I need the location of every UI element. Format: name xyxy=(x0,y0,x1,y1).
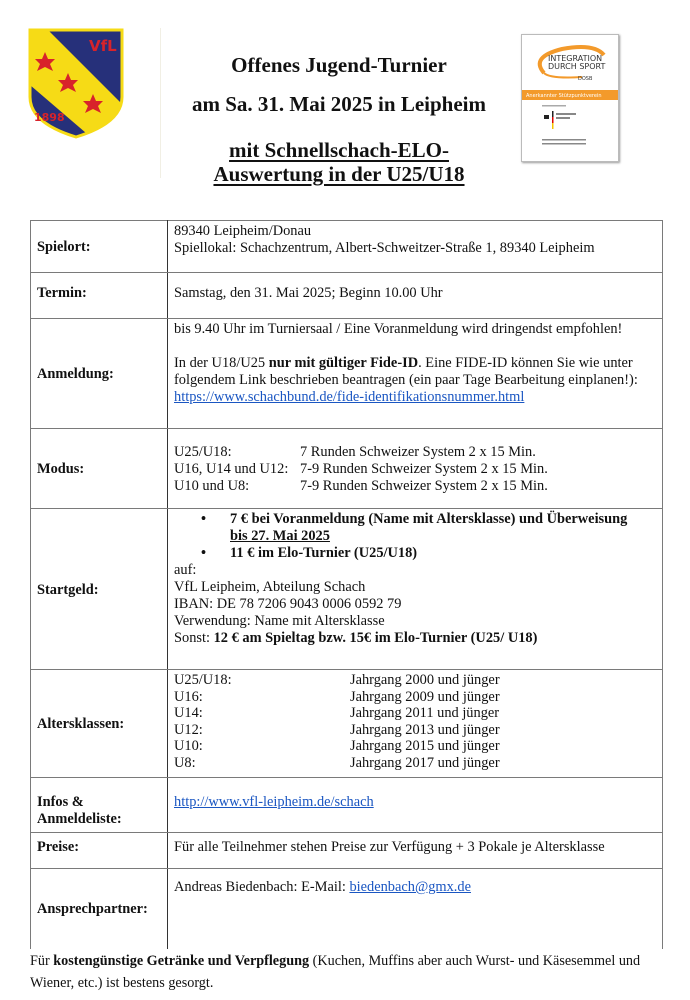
header-separator xyxy=(160,28,161,178)
title-line-3: mit Schnellschach-ELO- Auswertung in der U25/U18 xyxy=(213,138,465,186)
label-termin: Termin: xyxy=(31,273,168,319)
vfl-club-logo xyxy=(27,27,125,139)
catering-note: Für kostengünstige Getränke und Verpflegung (Kuchen, Muffins aber auch Wurst- und Käsesemmel und Wiener, etc.) ist bestens gesorgt. xyxy=(30,953,641,991)
value-altersklassen: U25/U18: Jahrgang 2000 und jünger U16: Jahrgang 2009 und jünger U14: Jahrgang 2011 und jünger U12: Jahrgang 2013 und jünger U10: Jahrgang 2015 und jünger U8: Jahrgang 2017 und jünger xyxy=(168,670,663,778)
svg-text:VfL: VfL xyxy=(89,37,117,55)
club-website-link[interactable]: http://www.vfl-leipheim.de/schach xyxy=(174,794,374,810)
row-spielort xyxy=(31,221,663,273)
row-ansprechpartner xyxy=(31,869,663,949)
row-infos xyxy=(31,778,663,833)
svg-text:1898: 1898 xyxy=(34,111,65,124)
label-preise: Preise: xyxy=(31,833,168,869)
row-termin xyxy=(31,273,663,319)
iban: IBAN: DE 78 7206 9043 0006 0592 79 xyxy=(174,596,402,612)
contact-email-link[interactable]: biedenbach@gmx.de xyxy=(349,879,471,895)
label-spielort: Spielort: xyxy=(31,221,168,273)
value-anmeldung: bis 9.40 Uhr im Turniersaal / Eine Voranmeldung wird dringendst empfohlen! In der U18/U25 nur mit gültiger Fide-ID. Eine FIDE-ID können Sie wie unter folgendem Link beschrieben beantragen (ein paar Tage Bearbeitung einplanen!): https://www.schachbund.de/fide-identifikationsnummer.html xyxy=(168,319,663,429)
label-startgeld: Startgeld: xyxy=(31,509,168,670)
value-infos xyxy=(168,778,663,833)
svg-text:Anerkannter Stützpunktverein: Anerkannter Stützpunktverein xyxy=(526,93,602,99)
svg-text:DURCH SPORT: DURCH SPORT xyxy=(548,62,606,71)
row-modus xyxy=(31,429,663,509)
svg-text:DOSB: DOSB xyxy=(578,76,593,82)
value-startgeld: • 7 € bei Voranmeldung (Name mit Altersklasse) und Überweisung bis 27. Mai 2025 • 11 € im Elo-Turnier (U25/U18) auf: VfL Leipheim, Abteilung Schach IBAN: DE 78 7206 9043 0006 0592 79 Verwendung: Name mit Altersklasse Sonst: 12 € am Spieltag bzw. 15€ im Elo-Turnier (U25/ U18) xyxy=(168,509,663,670)
value-spielort: 89340 Leipheim/Donau Spiellokal: Schachzentrum, Albert-Schweitzer-Straße 1, 89340 Leipheim xyxy=(168,221,663,273)
value-preise: Für alle Teilnehmer stehen Preise zur Verfügung + 3 Pokale je Altersklasse xyxy=(168,833,663,869)
value-modus: U25/U18: 7 Runden Schweizer System 2 x 15 Min. U16, U14 und U12: 7-9 Runden Schweizer System 2 x 15 Min. U10 und U8: 7-9 Runden Schweizer System 2 x 15 Min. xyxy=(168,429,663,509)
label-ansprechpartner: Ansprechpartner: xyxy=(31,869,168,949)
label-anmeldung: Anmeldung: xyxy=(31,319,168,429)
label-modus: Modus: xyxy=(31,429,168,509)
startgeld-bullet-1: • 7 € bei Voranmeldung (Name mit Altersklasse) und Überweisung bis 27. Mai 2025 xyxy=(201,511,628,544)
tournament-info-table xyxy=(30,220,663,949)
row-altersklassen xyxy=(31,670,663,778)
label-infos: Infos & Anmeldeliste: xyxy=(31,778,168,833)
row-preise xyxy=(31,833,663,869)
value-ansprechpartner: Andreas Biedenbach: E-Mail: biedenbach@gmx.de xyxy=(168,869,663,949)
label-altersklassen: Altersklassen: xyxy=(31,670,168,778)
title-line-1: Offenes Jugend-Turnier xyxy=(231,53,447,77)
row-anmeldung xyxy=(31,319,663,429)
svg-text:INTEGRATION: INTEGRATION xyxy=(548,54,603,63)
integration-durch-sport-badge xyxy=(521,34,619,162)
fide-id-link[interactable]: https://www.schachbund.de/fide-identifikationsnummer.html xyxy=(174,389,525,405)
row-startgeld xyxy=(31,509,663,670)
value-termin: Samstag, den 31. Mai 2025; Beginn 10.00 Uhr xyxy=(168,273,663,319)
startgeld-bullet-2: • 11 € im Elo-Turnier (U25/U18) xyxy=(201,545,418,561)
title-line-2: am Sa. 31. Mai 2025 in Leipheim xyxy=(191,92,486,116)
